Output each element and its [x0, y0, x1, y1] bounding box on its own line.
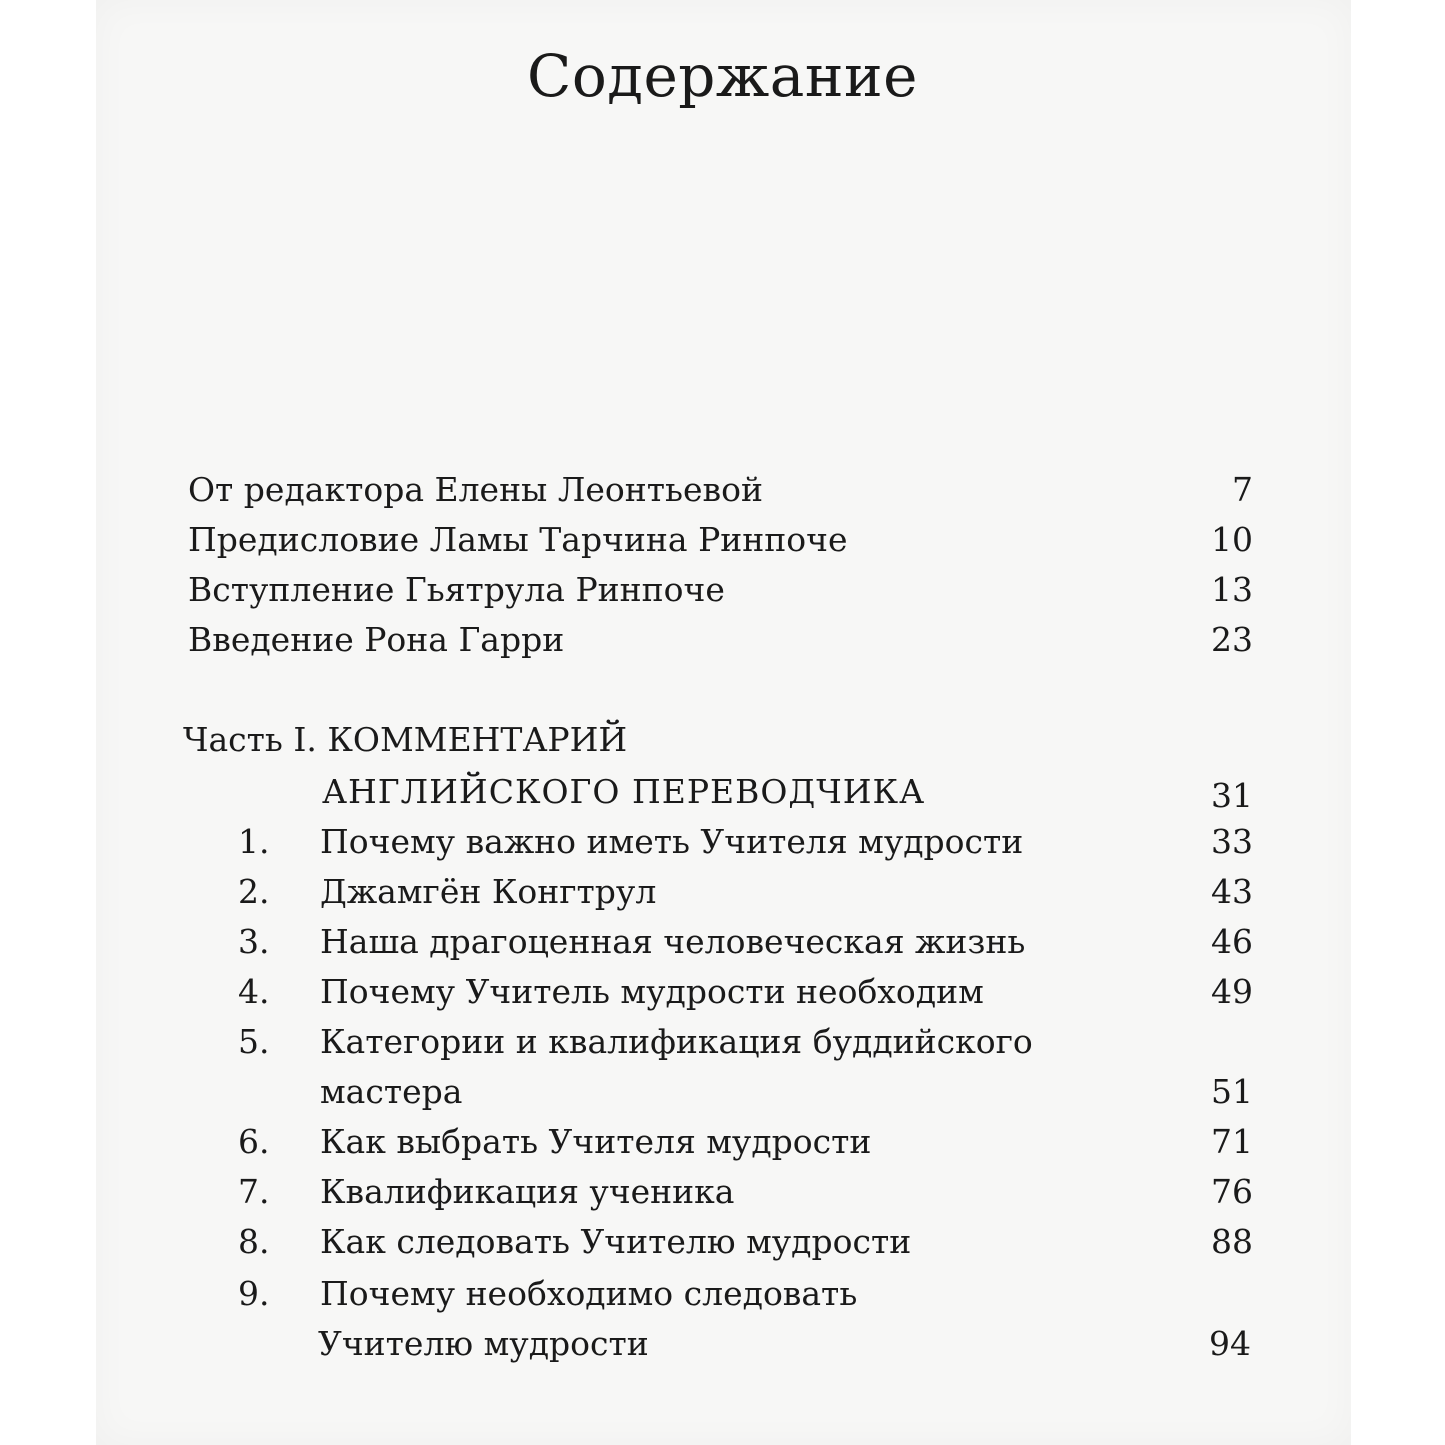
part-heading-line1: Часть I. КОММЕНТАРИЙ	[183, 720, 628, 759]
toc-entry-label: Вступление Гьятрула Ринпоче	[188, 570, 725, 609]
toc-entry-label: Предисловие Ламы Тарчина Ринпоче	[188, 520, 848, 559]
chapter-number: 2.	[238, 872, 270, 911]
toc-entry-page: 23	[1211, 620, 1253, 659]
toc-entry-page: 7	[1232, 470, 1253, 509]
toc-entry-page: 10	[1211, 520, 1253, 559]
chapter-label: Почему Учитель мудрости необходим	[320, 972, 984, 1011]
chapter-number: 9.	[238, 1274, 270, 1313]
chapter-number: 5.	[238, 1022, 270, 1061]
chapter-page: 49	[1211, 972, 1253, 1011]
chapter-page: 88	[1211, 1222, 1253, 1261]
part-page: 31	[1211, 776, 1253, 815]
chapter-number: 4.	[238, 972, 270, 1011]
chapter-label: Как выбрать Учителя мудрости	[320, 1122, 872, 1161]
toc-entry-label: От редактора Елены Леонтьевой	[188, 470, 763, 509]
chapter-label: Наша драгоценная человеческая жизнь	[320, 922, 1026, 961]
chapter-label: Как следовать Учителю мудрости	[320, 1222, 912, 1261]
chapter-number: 6.	[238, 1122, 270, 1161]
chapter-label: Категории и квалификация буддийского	[320, 1022, 1033, 1061]
chapter-label: Квалификация ученика	[320, 1172, 735, 1211]
chapter-page: 33	[1211, 822, 1253, 861]
page-title: Содержание	[526, 42, 919, 110]
chapter-page: 71	[1211, 1122, 1253, 1161]
chapter-page: 46	[1211, 922, 1253, 961]
chapter-number: 3.	[238, 922, 270, 961]
chapter-number: 1.	[238, 822, 270, 861]
chapter-number: 7.	[238, 1172, 270, 1211]
chapter-page: 51	[1211, 1072, 1253, 1111]
chapter-label: Джамгён Конгтрул	[320, 872, 657, 911]
part-heading-line2: АНГЛИЙСКОГО ПЕРЕВОДЧИКА	[322, 772, 926, 811]
chapter-label-continued: мастера	[320, 1072, 463, 1111]
chapter-label: Почему важно иметь Учителя мудрости	[320, 822, 1024, 861]
toc-entry-label: Введение Рона Гарри	[188, 620, 565, 659]
chapter-page: 76	[1211, 1172, 1253, 1211]
chapter-page: 43	[1211, 872, 1253, 911]
toc-entry-page: 13	[1211, 570, 1253, 609]
chapter-number: 8.	[238, 1222, 270, 1261]
chapter-label: Почему необходимо следовать	[320, 1274, 858, 1313]
chapter-label-continued: Учителю мудрости	[318, 1324, 649, 1363]
chapter-page: 94	[1209, 1324, 1251, 1363]
